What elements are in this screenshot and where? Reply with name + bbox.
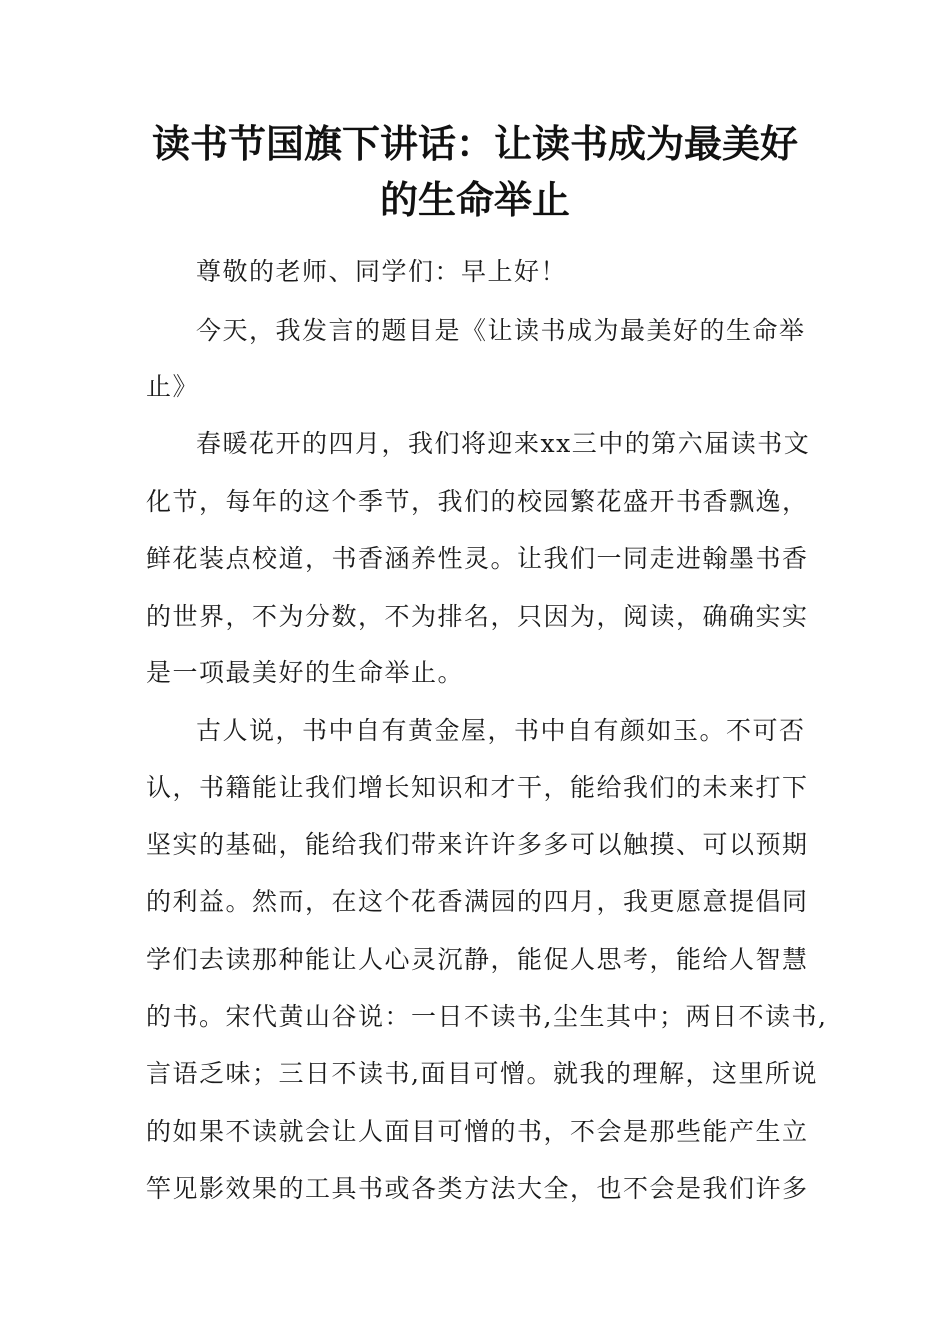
document-title-line-1: 读书节国旗下讲话：让读书成为最美好 [151,121,798,166]
document-title-line-2: 的生命举止 [379,177,570,222]
paragraph-line: 的世界，不为分数，不为排名，只因为，阅读，确确实实 [146,602,809,631]
paragraph-line: 认，书籍能让我们增长知识和才干，能给我们的未来打下 [146,773,809,802]
paragraph-line: 是一项最美好的生命举止。 [146,658,465,687]
paragraph-line: 化节，每年的这个季节，我们的校园繁花盛开书香飘逸， [146,487,809,516]
paragraph-line: 学们去读那种能让人心灵沉静，能促人思考，能给人智慧 [146,945,809,974]
paragraph-line: 止》 [146,372,200,401]
paragraph-line: 坚实的基础，能给我们带来许许多多可以触摸、可以预期 [146,830,809,859]
paragraph-line: 言语乏味；三日不读书,面目可憎。就我的理解，这里所说 [146,1059,818,1088]
paragraph-line: 的利益。然而，在这个花香满园的四月，我更愿意提倡同 [146,887,809,916]
greeting-line: 尊敬的老师、同学们：早上好！ [196,257,568,286]
paragraph-line: 春暖花开的四月，我们将迎来xx三中的第六届读书文 [196,429,811,458]
paragraph-line: 今天，我发言的题目是《让读书成为最美好的生命举 [196,316,806,345]
paragraph-line: 古人说，书中自有黄金屋，书中自有颜如玉。不可否 [196,716,806,745]
paragraph-line: 的如果不读就会让人面目可憎的书，不会是那些能产生立 [146,1117,809,1146]
paragraph-line: 的书。宋代黄山谷说：一日不读书,尘生其中；两日不读书, [146,1002,828,1031]
paragraph-line: 鲜花装点校道，书香涵养性灵。让我们一同走进翰墨书香 [146,544,809,573]
paragraph-line: 竿见影效果的工具书或各类方法大全，也不会是我们许多 [146,1174,809,1203]
